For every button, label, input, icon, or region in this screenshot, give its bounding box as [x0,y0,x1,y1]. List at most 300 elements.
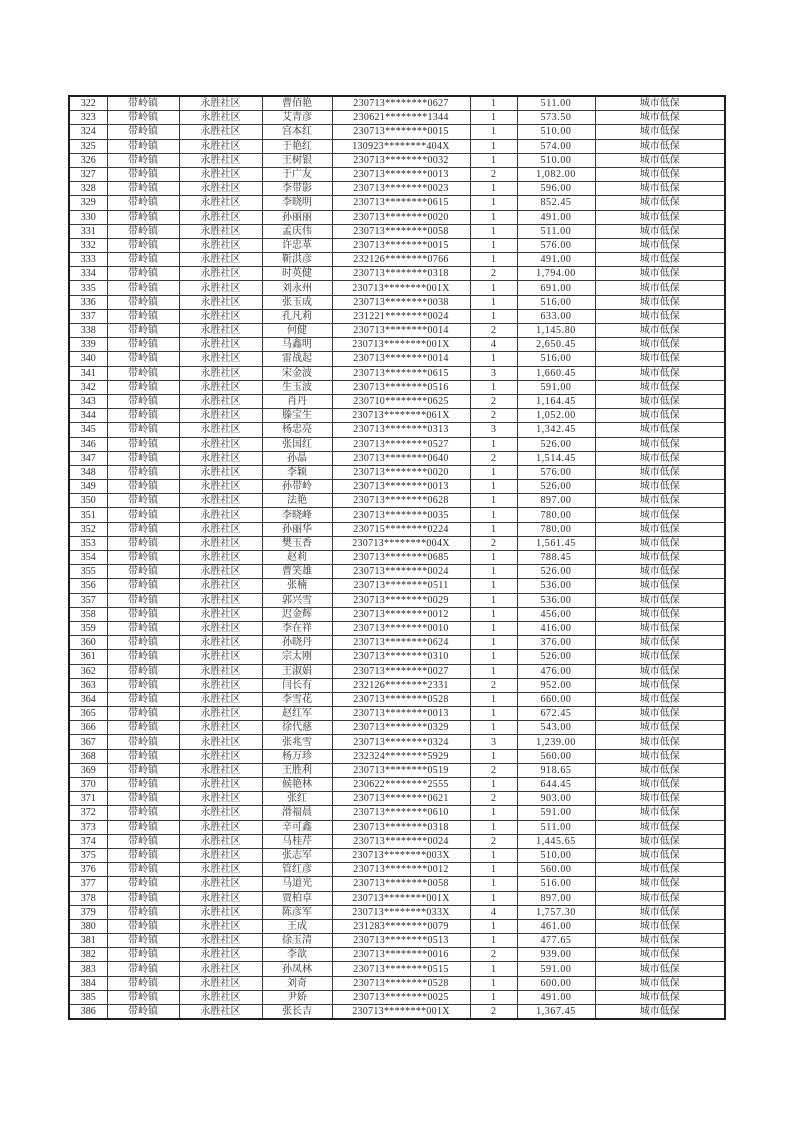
table-row [69,352,725,366]
community: 永胜社区 [179,650,262,664]
town: 带岭镇 [107,167,179,181]
masked-id-number: 230713********0624 [332,636,470,650]
table-row [69,536,725,550]
person-name: 滑福晨 [262,806,332,820]
assistance-category: 城市低保 [595,536,725,550]
row-number: 332 [69,238,107,252]
row-number: 365 [69,707,107,721]
row-number: 348 [69,465,107,479]
masked-id-number: 230713********033X [332,905,470,919]
person-name: 徐玉清 [262,934,332,948]
table-row [69,253,725,267]
row-number: 328 [69,182,107,196]
assistance-category: 城市低保 [595,480,725,494]
table-row [69,451,725,465]
community: 永胜社区 [179,778,262,792]
member-count: 2 [470,394,517,408]
member-count: 2 [470,451,517,465]
town: 带岭镇 [107,990,179,1004]
person-name: 许忠革 [262,238,332,252]
table-row [69,650,725,664]
masked-id-number: 230713********0324 [332,735,470,749]
amount: 511.00 [517,96,595,111]
town: 带岭镇 [107,664,179,678]
community: 永胜社区 [179,338,262,352]
amount: 576.00 [517,238,595,252]
assistance-category: 城市低保 [595,778,725,792]
row-number: 322 [69,96,107,111]
row-number: 338 [69,324,107,338]
masked-id-number: 230713********0528 [332,692,470,706]
assistance-category: 城市低保 [595,806,725,820]
community: 永胜社区 [179,749,262,763]
town: 带岭镇 [107,834,179,848]
person-name: 陈彦军 [262,905,332,919]
member-count: 1 [470,522,517,536]
row-number: 367 [69,735,107,749]
community: 永胜社区 [179,224,262,238]
masked-id-number: 230713********0029 [332,593,470,607]
masked-id-number: 231283********0079 [332,919,470,933]
row-number: 350 [69,494,107,508]
member-count: 2 [470,948,517,962]
table-row [69,990,725,1004]
community: 永胜社区 [179,153,262,167]
amount: 1,757.30 [517,905,595,919]
town: 带岭镇 [107,465,179,479]
person-name: 孙带岭 [262,480,332,494]
masked-id-number: 230713********004X [332,536,470,550]
member-count: 2 [470,834,517,848]
town: 带岭镇 [107,721,179,735]
person-name: 李颖 [262,465,332,479]
assistance-category: 城市低保 [595,919,725,933]
masked-id-number: 230713********0610 [332,806,470,820]
amount: 1,367.45 [517,1005,595,1020]
assistance-category: 城市低保 [595,792,725,806]
amount: 516.00 [517,295,595,309]
row-number: 351 [69,508,107,522]
amount: 788.45 [517,551,595,565]
amount: 536.00 [517,579,595,593]
town: 带岭镇 [107,848,179,862]
row-number: 385 [69,990,107,1004]
town: 带岭镇 [107,948,179,962]
assistance-category: 城市低保 [595,139,725,153]
assistance-category: 城市低保 [595,678,725,692]
community: 永胜社区 [179,678,262,692]
row-number: 329 [69,196,107,210]
masked-id-number: 230713********0615 [332,366,470,380]
member-count: 1 [470,238,517,252]
community: 永胜社区 [179,182,262,196]
masked-id-number: 230713********0515 [332,962,470,976]
table-row [69,522,725,536]
member-count: 3 [470,366,517,380]
person-name: 法艳 [262,494,332,508]
town: 带岭镇 [107,962,179,976]
person-name: 孙晶 [262,451,332,465]
masked-id-number: 230713********0013 [332,707,470,721]
member-count: 1 [470,437,517,451]
town: 带岭镇 [107,579,179,593]
person-name: 管红彦 [262,863,332,877]
member-count: 1 [470,848,517,862]
masked-id-number: 230710********0625 [332,394,470,408]
amount: 691.00 [517,281,595,295]
person-name: 宗太刚 [262,650,332,664]
amount: 2,650.45 [517,338,595,352]
table-row [69,579,725,593]
amount: 491.00 [517,210,595,224]
person-name: 杨万珍 [262,749,332,763]
town: 带岭镇 [107,96,179,111]
person-name: 李在祥 [262,621,332,635]
person-name: 孙晓丹 [262,636,332,650]
town: 带岭镇 [107,295,179,309]
community: 永胜社区 [179,551,262,565]
community: 永胜社区 [179,253,262,267]
member-count: 1 [470,551,517,565]
row-number: 372 [69,806,107,820]
member-count: 2 [470,763,517,777]
assistance-category: 城市低保 [595,309,725,323]
town: 带岭镇 [107,267,179,281]
table-row [69,309,725,323]
row-number: 324 [69,125,107,139]
member-count: 1 [470,182,517,196]
table-row [69,295,725,309]
town: 带岭镇 [107,806,179,820]
town: 带岭镇 [107,423,179,437]
member-count: 1 [470,919,517,933]
assistance-category: 城市低保 [595,508,725,522]
row-number: 325 [69,139,107,153]
person-name: 李带影 [262,182,332,196]
member-count: 2 [470,792,517,806]
assistance-category: 城市低保 [595,607,725,621]
community: 永胜社区 [179,380,262,394]
masked-id-number: 230713********061X [332,409,470,423]
table-row [69,409,725,423]
town: 带岭镇 [107,182,179,196]
member-count: 1 [470,295,517,309]
masked-id-number: 230713********0615 [332,196,470,210]
member-count: 1 [470,990,517,1004]
person-name: 何健 [262,324,332,338]
assistance-category: 城市低保 [595,522,725,536]
amount: 511.00 [517,224,595,238]
assistance-category: 城市低保 [595,238,725,252]
row-number: 376 [69,863,107,877]
amount: 918.65 [517,763,595,777]
town: 带岭镇 [107,238,179,252]
table-row [69,593,725,607]
amount: 510.00 [517,848,595,862]
member-count: 1 [470,224,517,238]
community: 永胜社区 [179,196,262,210]
assistance-category: 城市低保 [595,565,725,579]
member-count: 2 [470,267,517,281]
row-number: 336 [69,295,107,309]
masked-id-number: 230713********0027 [332,664,470,678]
row-number: 341 [69,366,107,380]
assistance-category: 城市低保 [595,707,725,721]
person-name: 迟金辉 [262,607,332,621]
masked-id-number: 231221********0024 [332,309,470,323]
member-count: 2 [470,409,517,423]
person-name: 杨忠亮 [262,423,332,437]
member-count: 2 [470,536,517,550]
table-row [69,919,725,933]
person-name: 马鑫明 [262,338,332,352]
table-row [69,863,725,877]
masked-id-number: 230713********0528 [332,976,470,990]
member-count: 1 [470,877,517,891]
amount: 456.00 [517,607,595,621]
row-number: 354 [69,551,107,565]
table-body [69,96,725,1019]
masked-id-number: 230713********0012 [332,607,470,621]
amount: 600.00 [517,976,595,990]
town: 带岭镇 [107,352,179,366]
assistance-category: 城市低保 [595,324,725,338]
town: 带岭镇 [107,607,179,621]
masked-id-number: 230713********0013 [332,167,470,181]
person-name: 宋金波 [262,366,332,380]
person-name: 马桂芹 [262,834,332,848]
person-name: 肖丹 [262,394,332,408]
amount: 672.45 [517,707,595,721]
masked-id-number: 230713********0058 [332,877,470,891]
town: 带岭镇 [107,480,179,494]
row-number: 362 [69,664,107,678]
community: 永胜社区 [179,692,262,706]
community: 永胜社区 [179,352,262,366]
amount: 591.00 [517,380,595,394]
amount: 660.00 [517,692,595,706]
town: 带岭镇 [107,934,179,948]
member-count: 1 [470,494,517,508]
community: 永胜社区 [179,324,262,338]
table-row [69,948,725,962]
person-name: 贾柏卓 [262,891,332,905]
town: 带岭镇 [107,905,179,919]
row-number: 346 [69,437,107,451]
amount: 1,145.80 [517,324,595,338]
community: 永胜社区 [179,522,262,536]
masked-id-number: 230713********0527 [332,437,470,451]
masked-id-number: 230713********0024 [332,834,470,848]
masked-id-number: 230713********0010 [332,621,470,635]
town: 带岭镇 [107,891,179,905]
table-row [69,324,725,338]
member-count: 2 [470,167,517,181]
row-number: 358 [69,607,107,621]
table-row [69,678,725,692]
assistance-category: 城市低保 [595,848,725,862]
town: 带岭镇 [107,919,179,933]
assistance-category: 城市低保 [595,948,725,962]
masked-id-number: 230713********0519 [332,763,470,777]
assistance-category: 城市低保 [595,451,725,465]
assistance-category: 城市低保 [595,820,725,834]
row-number: 374 [69,834,107,848]
town: 带岭镇 [107,111,179,125]
town: 带岭镇 [107,593,179,607]
assistance-category: 城市低保 [595,210,725,224]
town: 带岭镇 [107,1005,179,1020]
person-name: 张国红 [262,437,332,451]
table-row [69,607,725,621]
amount: 573.50 [517,111,595,125]
table-row [69,96,725,111]
town: 带岭镇 [107,749,179,763]
member-count: 1 [470,309,517,323]
masked-id-number: 230713********0035 [332,508,470,522]
town: 带岭镇 [107,153,179,167]
town: 带岭镇 [107,678,179,692]
masked-id-number: 230713********0015 [332,125,470,139]
masked-id-number: 230713********001X [332,1005,470,1020]
person-name: 王成 [262,919,332,933]
masked-id-number: 230713********0516 [332,380,470,394]
amount: 1,660.45 [517,366,595,380]
table-row [69,224,725,238]
community: 永胜社区 [179,125,262,139]
row-number: 323 [69,111,107,125]
person-name: 闫长有 [262,678,332,692]
amount: 526.00 [517,565,595,579]
person-name: 赵红军 [262,707,332,721]
member-count: 1 [470,934,517,948]
town: 带岭镇 [107,253,179,267]
assistance-category: 城市低保 [595,650,725,664]
assistance-category: 城市低保 [595,465,725,479]
community: 永胜社区 [179,508,262,522]
assistance-category: 城市低保 [595,934,725,948]
member-count: 3 [470,423,517,437]
person-name: 李歆 [262,948,332,962]
town: 带岭镇 [107,196,179,210]
community: 永胜社区 [179,863,262,877]
assistance-category: 城市低保 [595,338,725,352]
community: 永胜社区 [179,309,262,323]
table-row [69,806,725,820]
community: 永胜社区 [179,834,262,848]
assistance-category: 城市低保 [595,877,725,891]
amount: 939.00 [517,948,595,962]
row-number: 342 [69,380,107,394]
town: 带岭镇 [107,976,179,990]
town: 带岭镇 [107,536,179,550]
town: 带岭镇 [107,380,179,394]
town: 带岭镇 [107,778,179,792]
community: 永胜社区 [179,267,262,281]
member-count: 1 [470,692,517,706]
amount: 1,239.00 [517,735,595,749]
amount: 477.65 [517,934,595,948]
town: 带岭镇 [107,324,179,338]
town: 带岭镇 [107,125,179,139]
community: 永胜社区 [179,763,262,777]
assistance-category: 城市低保 [595,352,725,366]
person-name: 王树银 [262,153,332,167]
community: 永胜社区 [179,664,262,678]
community: 永胜社区 [179,437,262,451]
row-number: 368 [69,749,107,763]
community: 永胜社区 [179,394,262,408]
amount: 591.00 [517,962,595,976]
assistance-category: 城市低保 [595,253,725,267]
table-row [69,692,725,706]
table-row [69,139,725,153]
member-count: 1 [470,820,517,834]
row-number: 384 [69,976,107,990]
member-count: 1 [470,96,517,111]
row-number: 347 [69,451,107,465]
masked-id-number: 230713********0020 [332,210,470,224]
table-row [69,153,725,167]
amount: 897.00 [517,494,595,508]
member-count: 1 [470,721,517,735]
row-number: 373 [69,820,107,834]
table-row [69,848,725,862]
row-number: 375 [69,848,107,862]
person-name: 孙凤林 [262,962,332,976]
assistance-category: 城市低保 [595,423,725,437]
member-count: 1 [470,636,517,650]
member-count: 1 [470,125,517,139]
assistance-category: 城市低保 [595,976,725,990]
community: 永胜社区 [179,621,262,635]
town: 带岭镇 [107,281,179,295]
town: 带岭镇 [107,735,179,749]
amount: 516.00 [517,877,595,891]
table-row [69,721,725,735]
person-name: 郭兴雪 [262,593,332,607]
assistance-category: 城市低保 [595,891,725,905]
masked-id-number: 130923********404X [332,139,470,153]
assistance-category: 城市低保 [595,125,725,139]
assistance-category: 城市低保 [595,636,725,650]
row-number: 363 [69,678,107,692]
community: 永胜社区 [179,139,262,153]
member-count: 1 [470,621,517,635]
community: 永胜社区 [179,1005,262,1020]
community: 永胜社区 [179,579,262,593]
member-count: 1 [470,210,517,224]
masked-id-number: 230713********0038 [332,295,470,309]
member-count: 1 [470,749,517,763]
amount: 476.00 [517,664,595,678]
row-number: 355 [69,565,107,579]
masked-id-number: 232126********0766 [332,253,470,267]
table-row [69,621,725,635]
assistance-category: 城市低保 [595,763,725,777]
table-row [69,423,725,437]
row-number: 366 [69,721,107,735]
person-name: 靳洪彦 [262,253,332,267]
member-count: 1 [470,196,517,210]
row-number: 327 [69,167,107,181]
person-name: 马道光 [262,877,332,891]
amount: 511.00 [517,820,595,834]
community: 永胜社区 [179,281,262,295]
assistance-category: 城市低保 [595,111,725,125]
person-name: 滕宝生 [262,409,332,423]
table-row [69,167,725,181]
